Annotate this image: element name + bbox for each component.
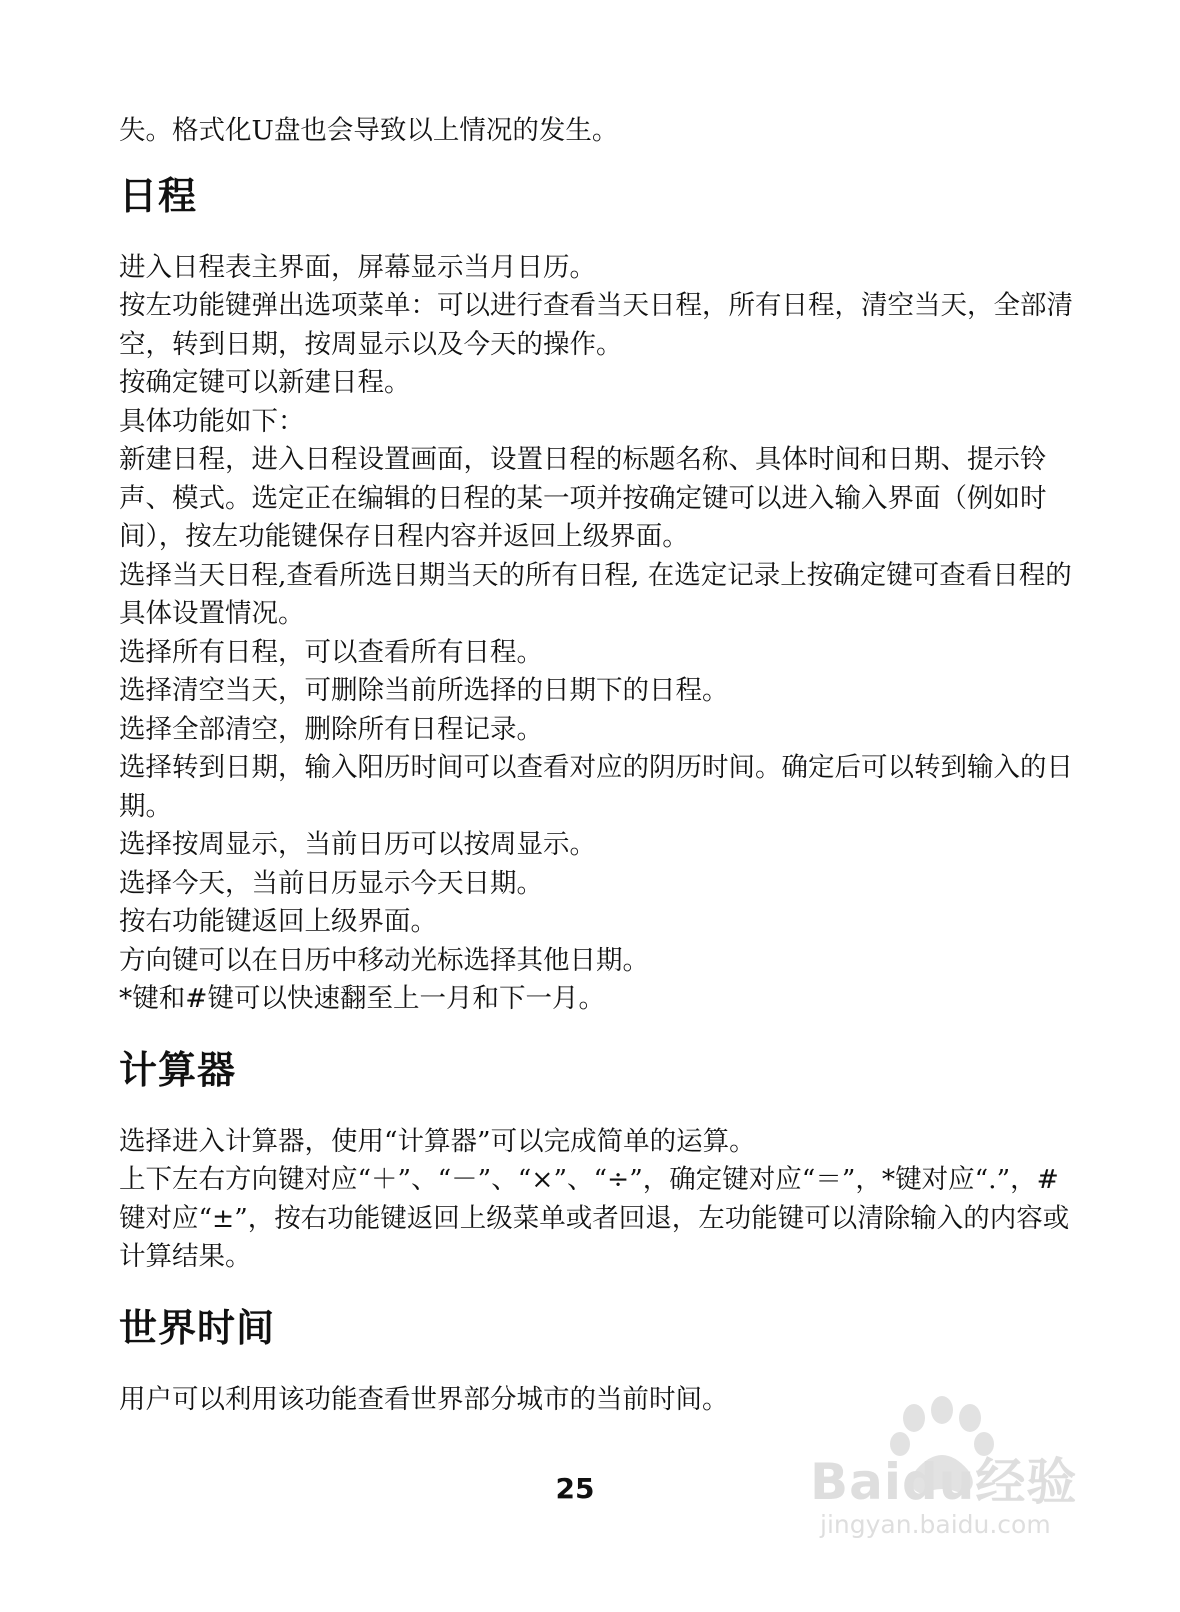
paragraph: 按左功能键弹出选项菜单：可以进行查看当天日程，所有日程，清空当天，全部清空，转到日期，按周显示以及今天的操作。 [119, 290, 1073, 360]
paragraph: 新建日程，进入日程设置画面，设置日程的标题名称、具体时间和日期、提示铃声、模式。选定正在编辑的日程的某一项并按确定键可以进入输入界面（例如时间），按左功能键保存日程内容并返回上级界面。 [119, 444, 1047, 552]
section-calculator [119, 1047, 1079, 1277]
intro-paragraph: 失。格式化U盘也会导致以上情况的发生。 [119, 115, 619, 146]
paragraph: 选择全部清空，删除所有日程记录。 [119, 713, 543, 745]
paragraph: 选择按周显示，当前日历可以按周显示。 [119, 829, 596, 860]
paragraph: 选择今天，当前日历显示今天日期。 [119, 867, 543, 899]
paragraph: *键和#键可以快速翻至上一月和下一月。 [119, 983, 605, 1014]
paragraph: 具体功能如下： [119, 405, 305, 437]
paragraph: 选择转到日期，输入阳历时间可以查看对应的阴历时间。确定后可以转到输入的日期。 [119, 752, 1073, 822]
page-number: 25 [555, 1472, 595, 1505]
paragraph: 进入日程表主界面，屏幕显示当月日历。 [119, 251, 596, 283]
paragraph: 选择清空当天，可删除当前所选择的日期下的日程。 [119, 675, 729, 706]
section-schedule [119, 173, 1079, 1019]
paragraph: 上下左右方向键对应“＋”、“－”、“×”、“÷”，确定键对应“＝”，*键对应“.”，#键对应“±”，按右功能键返回上级菜单或者回退，左功能键可以清除输入的内容或计算结果。 [119, 1164, 1070, 1272]
paragraph: 用户可以利用该功能查看世界部分城市的当前时间。 [119, 1383, 729, 1415]
watermark-url: jingyan.baidu.com [820, 1510, 1051, 1539]
section-heading: 世界时间 [119, 1305, 276, 1350]
paragraph: 选择当天日程,查看所选日期当天的所有日程, 在选定记录上按确定键可查看日程的具体设置情况。 [119, 559, 1072, 629]
paragraph: 选择进入计算器，使用“计算器”可以完成简单的运算。 [119, 1125, 756, 1157]
baidu-watermark [796, 1384, 1096, 1554]
paragraph: 按右功能键返回上级界面。 [119, 906, 437, 937]
section-heading: 日程 [119, 173, 198, 218]
page-content [119, 112, 1079, 1447]
paragraph: 选择所有日程，可以查看所有日程。 [119, 636, 543, 668]
watermark-brand: Baidu经验 [810, 1453, 1078, 1511]
section-heading: 计算器 [119, 1047, 237, 1092]
paragraph: 按确定键可以新建日程。 [119, 367, 411, 398]
paragraph: 方向键可以在日历中移动光标选择其他日期。 [119, 944, 649, 976]
